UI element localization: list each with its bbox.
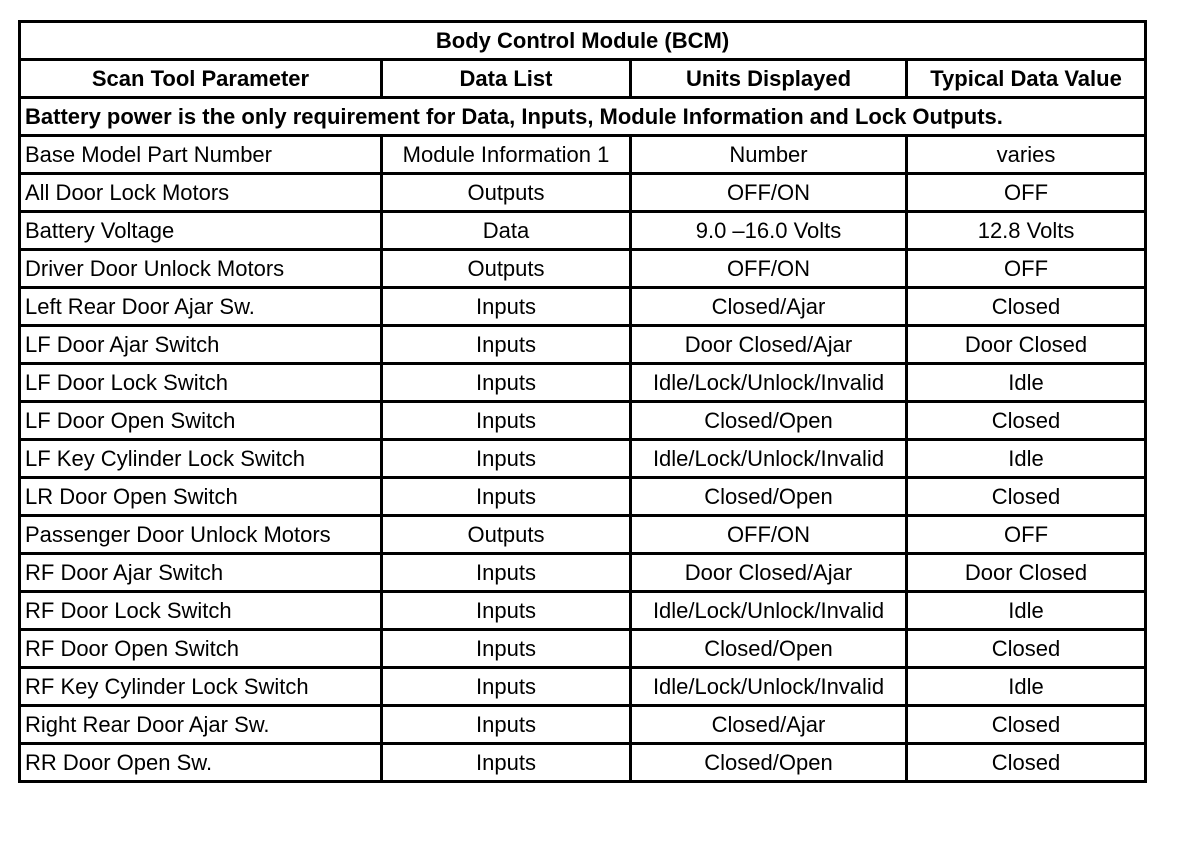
param-cell: Passenger Door Unlock Motors [20,516,382,554]
param-cell: RF Door Ajar Switch [20,554,382,592]
data-list-cell: Inputs [382,668,631,706]
units-cell: Door Closed/Ajar [631,554,907,592]
table-note: Battery power is the only requirement for Data, Inputs, Module Information and Lock Outputs. [20,98,1146,136]
units-cell: Closed/Open [631,630,907,668]
table-row [20,706,1146,744]
param-cell: Right Rear Door Ajar Sw. [20,706,382,744]
table-row [20,250,1146,288]
table-row [20,136,1146,174]
param-cell: Battery Voltage [20,212,382,250]
typical-value-cell: Closed [907,630,1146,668]
data-list-cell: Inputs [382,288,631,326]
typical-value-cell: Door Closed [907,554,1146,592]
table-row [20,326,1146,364]
data-list-cell: Outputs [382,516,631,554]
data-list-cell: Inputs [382,402,631,440]
typical-value-cell: Idle [907,440,1146,478]
header-data-list: Data List [382,60,631,98]
data-list-cell: Inputs [382,364,631,402]
param-cell: RR Door Open Sw. [20,744,382,782]
data-list-cell: Data [382,212,631,250]
units-cell: Closed/Open [631,478,907,516]
table-row [20,592,1146,630]
param-cell: All Door Lock Motors [20,174,382,212]
data-list-cell: Inputs [382,326,631,364]
units-cell: Door Closed/Ajar [631,326,907,364]
data-list-cell: Inputs [382,440,631,478]
table-row [20,364,1146,402]
data-list-cell: Inputs [382,554,631,592]
table-row [20,668,1146,706]
table-row [20,440,1146,478]
note-row [20,98,1146,136]
typical-value-cell: Idle [907,668,1146,706]
data-list-cell: Inputs [382,592,631,630]
param-cell: LF Door Ajar Switch [20,326,382,364]
table-row [20,630,1146,668]
data-list-cell: Inputs [382,706,631,744]
data-list-cell: Inputs [382,478,631,516]
typical-value-cell: Idle [907,364,1146,402]
table-row [20,402,1146,440]
typical-value-cell: Idle [907,592,1146,630]
units-cell: Idle/Lock/Unlock/Invalid [631,364,907,402]
units-cell: OFF/ON [631,250,907,288]
bcm-data-table [18,20,1147,783]
units-cell: Idle/Lock/Unlock/Invalid [631,592,907,630]
param-cell: Driver Door Unlock Motors [20,250,382,288]
data-list-cell: Inputs [382,630,631,668]
header-typical-data-value: Typical Data Value [907,60,1146,98]
table-row [20,288,1146,326]
units-cell: Idle/Lock/Unlock/Invalid [631,440,907,478]
typical-value-cell: OFF [907,174,1146,212]
typical-value-cell: Closed [907,288,1146,326]
table-row [20,554,1146,592]
typical-value-cell: Door Closed [907,326,1146,364]
table-row [20,174,1146,212]
units-cell: Closed/Open [631,744,907,782]
units-cell: OFF/ON [631,174,907,212]
param-cell: Base Model Part Number [20,136,382,174]
param-cell: LF Key Cylinder Lock Switch [20,440,382,478]
data-list-cell: Outputs [382,174,631,212]
units-cell: Closed/Open [631,402,907,440]
units-cell: Closed/Ajar [631,706,907,744]
units-cell: OFF/ON [631,516,907,554]
table-row [20,516,1146,554]
header-units-displayed: Units Displayed [631,60,907,98]
table-row [20,212,1146,250]
param-cell: RF Door Lock Switch [20,592,382,630]
typical-value-cell: Closed [907,478,1146,516]
table-row [20,744,1146,782]
param-cell: Left Rear Door Ajar Sw. [20,288,382,326]
param-cell: LR Door Open Switch [20,478,382,516]
typical-value-cell: OFF [907,250,1146,288]
table-row [20,478,1146,516]
data-list-cell: Inputs [382,744,631,782]
units-cell: Number [631,136,907,174]
units-cell: 9.0 –16.0 Volts [631,212,907,250]
units-cell: Idle/Lock/Unlock/Invalid [631,668,907,706]
typical-value-cell: OFF [907,516,1146,554]
param-cell: RF Door Open Switch [20,630,382,668]
header-scan-tool-parameter: Scan Tool Parameter [20,60,382,98]
param-cell: LF Door Open Switch [20,402,382,440]
table-title: Body Control Module (BCM) [20,22,1146,60]
table-body [20,136,1146,782]
param-cell: LF Door Lock Switch [20,364,382,402]
data-list-cell: Outputs [382,250,631,288]
title-row [20,22,1146,60]
typical-value-cell: Closed [907,402,1146,440]
units-cell: Closed/Ajar [631,288,907,326]
typical-value-cell: varies [907,136,1146,174]
typical-value-cell: 12.8 Volts [907,212,1146,250]
typical-value-cell: Closed [907,744,1146,782]
typical-value-cell: Closed [907,706,1146,744]
param-cell: RF Key Cylinder Lock Switch [20,668,382,706]
header-row [20,60,1146,98]
data-list-cell: Module Information 1 [382,136,631,174]
